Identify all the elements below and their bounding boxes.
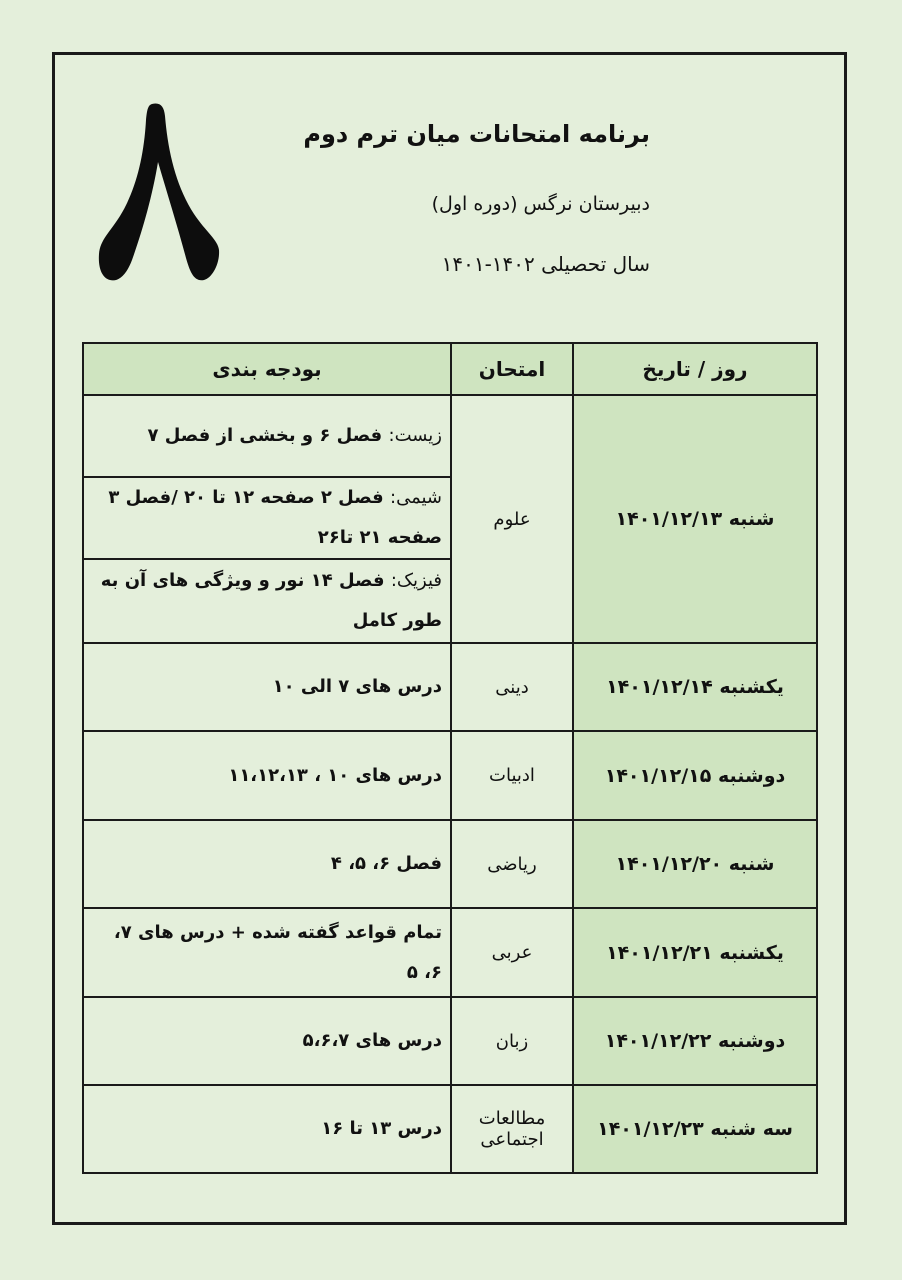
budget-cell: فصل ۶، ۵، ۴ — [83, 820, 451, 908]
date-cell: سه شنبه ۱۴۰۱/۱۲/۲۳ — [573, 1085, 817, 1173]
budget-cell: درس ۱۳ تا ۱۶ — [83, 1085, 451, 1173]
exam-cell: ادبیات — [451, 731, 573, 820]
exam-cell: علوم — [451, 395, 573, 643]
exam-cell: ریاضی — [451, 820, 573, 908]
header-budget: بودجه بندی — [83, 343, 451, 395]
big-number-eight — [96, 100, 222, 282]
date-cell: یکشنبه ۱۴۰۱/۱۲/۱۴ — [573, 643, 817, 731]
table-row — [83, 1085, 817, 1173]
table-row — [83, 395, 817, 477]
budget-sub-text: فصل ۱۴ نور و ویژگی های آن به طور کامل — [100, 570, 442, 631]
budget-cell: تمام قواعد گفته شده + درس های ۷، ۶، ۵ — [83, 908, 451, 997]
date-cell: شنبه ۱۴۰۱/۱۲/۱۳ — [573, 395, 817, 643]
exam-cell: زبان — [451, 997, 573, 1085]
table-header-row — [83, 343, 817, 395]
budget-cell: درس های ۷ الی ۱۰ — [83, 643, 451, 731]
school-name: دبیرستان نرگس (دوره اول) — [431, 193, 650, 215]
budget-sub-label: فیزیک: — [390, 570, 442, 591]
budget-sub-text: فصل ۲ صفحه ۱۲ تا ۲۰ /فصل ۳ صفحه ۲۱ تا۲۶ — [108, 487, 442, 548]
budget-cell: درس های ۱۰ ، ۱۱،۱۲،۱۳ — [83, 731, 451, 820]
date-cell: شنبه ۱۴۰۱/۱۲/۲۰ — [573, 820, 817, 908]
header-exam: امتحان — [451, 343, 573, 395]
exam-cell: عربی — [451, 908, 573, 997]
table-row — [83, 820, 817, 908]
budget-cell-biology — [83, 395, 451, 477]
budget-cell: درس های ۵،۶،۷ — [83, 997, 451, 1085]
table-row — [83, 643, 817, 731]
table-row — [83, 997, 817, 1085]
budget-sub-label: شیمی: — [390, 487, 442, 508]
table-row — [83, 731, 817, 820]
budget-sub-label: زیست: — [388, 425, 442, 446]
budget-cell-chemistry — [83, 477, 451, 559]
header-date: روز / تاریخ — [573, 343, 817, 395]
date-cell: دوشنبه ۱۴۰۱/۱۲/۱۵ — [573, 731, 817, 820]
academic-year: سال تحصیلی ۱۴۰۲-۱۴۰۱ — [441, 252, 650, 276]
page-title: برنامه امتحانات میان ترم دوم — [303, 120, 650, 148]
exam-cell: مطالعات اجتماعی — [451, 1085, 573, 1173]
date-cell: دوشنبه ۱۴۰۱/۱۲/۲۲ — [573, 997, 817, 1085]
budget-sub-text: فصل ۶ و بخشی از فصل ۷ — [147, 425, 383, 446]
exam-cell: دینی — [451, 643, 573, 731]
table-row — [83, 908, 817, 997]
budget-cell-physics — [83, 559, 451, 643]
exam-schedule-table — [82, 342, 818, 1174]
date-cell: یکشنبه ۱۴۰۱/۱۲/۲۱ — [573, 908, 817, 997]
